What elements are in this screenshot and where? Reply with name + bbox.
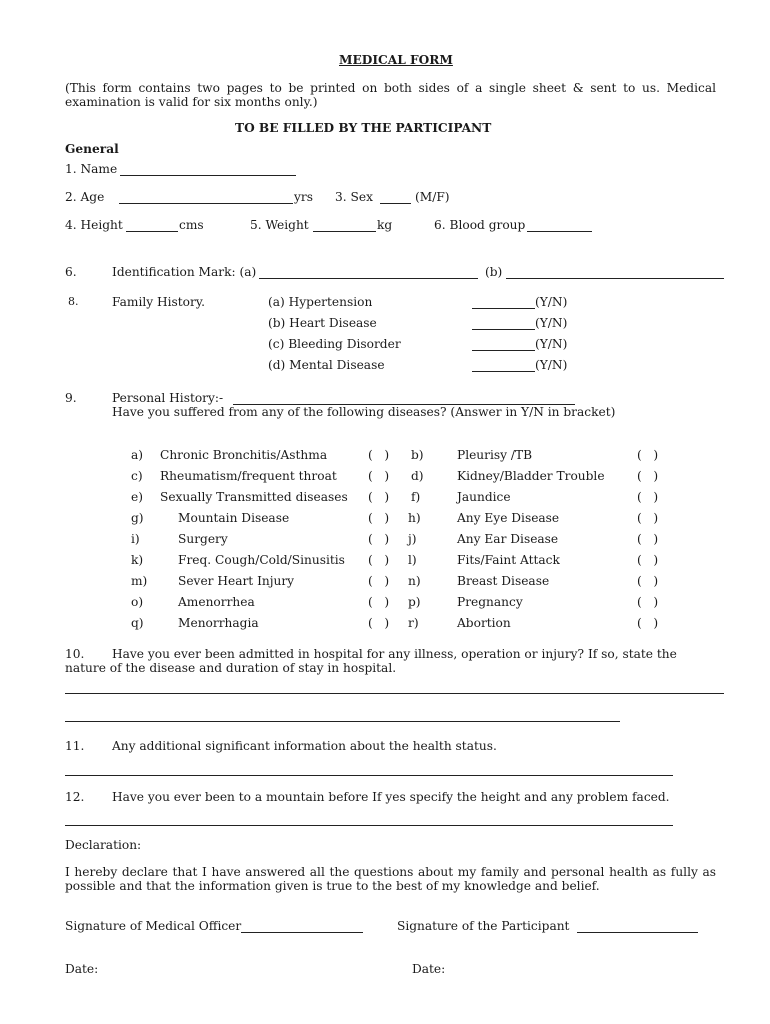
family-item-yn: (Y/N) — [535, 358, 568, 372]
disease-letter: d) — [411, 469, 424, 483]
disease-label: Any Eye Disease — [457, 511, 560, 525]
general-heading: General — [65, 142, 119, 156]
disease-letter: a) — [131, 448, 144, 462]
disease-letter: h) — [408, 511, 421, 525]
weight-field[interactable] — [313, 231, 376, 232]
disease-answer-bracket[interactable]: ( ) — [637, 616, 659, 630]
personal-history-question: Have you suffered from any of the following diseases? (Answer in Y/N in bracket) — [112, 405, 616, 419]
medical-officer-signature-field[interactable] — [241, 932, 363, 933]
disease-letter: m) — [131, 574, 148, 588]
identification-b-label: (b) — [485, 265, 503, 279]
intro-line-1: (This form contains two pages to be printed on both sides of a single sheet & sent to us. Medical — [65, 81, 716, 95]
disease-label: Pleurisy /TB — [457, 448, 533, 462]
disease-label: Mountain Disease — [178, 511, 290, 525]
family-item-field[interactable] — [472, 308, 535, 309]
family-item-field[interactable] — [472, 350, 535, 351]
declaration-heading: Declaration: — [65, 838, 142, 852]
identification-label: Identification Mark: (a) — [112, 265, 257, 279]
name-label: 1. Name — [65, 162, 118, 176]
disease-answer-bracket[interactable]: ( ) — [637, 595, 659, 609]
disease-answer-bracket[interactable]: ( ) — [637, 469, 659, 483]
disease-label: Amenorrhea — [178, 595, 255, 609]
sex-field[interactable] — [380, 203, 411, 204]
name-field[interactable] — [120, 175, 296, 176]
question-12-number: 12. — [65, 790, 85, 804]
intro-line-2: examination is valid for six months only.) — [65, 95, 318, 109]
disease-answer-bracket[interactable]: ( ) — [368, 511, 390, 525]
disease-label: Any Ear Disease — [457, 532, 559, 546]
participant-signature-label: Signature of the Participant — [397, 919, 570, 933]
disease-letter: g) — [131, 511, 144, 525]
disease-answer-bracket[interactable]: ( ) — [637, 490, 659, 504]
question-10-line-2: nature of the disease and duration of stay in hospital. — [65, 661, 397, 675]
disease-letter: k) — [131, 553, 144, 567]
personal-history-number: 9. — [65, 391, 77, 405]
family-item-yn: (Y/N) — [535, 295, 568, 309]
disease-label: Surgery — [178, 532, 228, 546]
personal-history-label: Personal History:- — [112, 391, 224, 405]
declaration-line-2: possible and that the information given is true to the best of my knowledge and belief. — [65, 879, 600, 893]
disease-answer-bracket[interactable]: ( ) — [637, 532, 659, 546]
disease-letter: b) — [411, 448, 424, 462]
disease-letter: p) — [408, 595, 421, 609]
disease-answer-bracket[interactable]: ( ) — [637, 448, 659, 462]
age-unit: yrs — [294, 190, 313, 204]
disease-answer-bracket[interactable]: ( ) — [637, 511, 659, 525]
page-title: MEDICAL FORM — [339, 53, 453, 67]
section-subtitle: TO BE FILLED BY THE PARTICIPANT — [235, 121, 492, 135]
height-field[interactable] — [126, 231, 178, 232]
blood-group-label: 6. Blood group — [434, 218, 526, 232]
question-11-text: Any additional significant information about the health status. — [112, 739, 497, 753]
disease-answer-bracket[interactable]: ( ) — [368, 616, 390, 630]
disease-answer-bracket[interactable]: ( ) — [368, 574, 390, 588]
medical-officer-signature-label: Signature of Medical Officer — [65, 919, 242, 933]
sex-options: (M/F) — [415, 190, 450, 204]
family-item-label: (c) Bleeding Disorder — [268, 337, 401, 351]
disease-label: Pregnancy — [457, 595, 523, 609]
disease-label: Sexually Transmitted diseases — [160, 490, 348, 504]
question-11-number: 11. — [65, 739, 85, 753]
disease-letter: i) — [131, 532, 140, 546]
identification-a-field[interactable] — [259, 278, 478, 279]
disease-label: Fits/Faint Attack — [457, 553, 560, 567]
height-unit: cms — [179, 218, 204, 232]
family-item-field[interactable] — [472, 371, 535, 372]
disease-letter: n) — [408, 574, 421, 588]
disease-label: Abortion — [457, 616, 511, 630]
medical-officer-date-label: Date: — [65, 962, 99, 976]
disease-letter: j) — [408, 532, 417, 546]
disease-label: Freq. Cough/Cold/Sinusitis — [178, 553, 345, 567]
family-item-label: (a) Hypertension — [268, 295, 373, 309]
identification-number: 6. — [65, 265, 77, 279]
disease-answer-bracket[interactable]: ( ) — [368, 553, 390, 567]
disease-label: Sever Heart Injury — [178, 574, 295, 588]
family-item-label: (d) Mental Disease — [268, 358, 385, 372]
disease-label: Kidney/Bladder Trouble — [457, 469, 605, 483]
disease-letter: r) — [408, 616, 419, 630]
disease-letter: q) — [131, 616, 144, 630]
disease-letter: l) — [408, 553, 417, 567]
blood-group-field[interactable] — [527, 231, 592, 232]
family-history-number: 8. — [68, 295, 79, 308]
question-10-line-1: Have you ever been admitted in hospital for any illness, operation or injury? If so, state the — [112, 647, 677, 661]
participant-date-label: Date: — [412, 962, 446, 976]
age-field[interactable] — [119, 203, 293, 204]
participant-signature-field[interactable] — [577, 932, 698, 933]
disease-answer-bracket[interactable]: ( ) — [368, 448, 390, 462]
family-history-label: Family History. — [112, 295, 205, 309]
disease-label: Jaundice — [457, 490, 511, 504]
disease-letter: e) — [131, 490, 143, 504]
weight-unit: kg — [377, 218, 393, 232]
family-item-yn: (Y/N) — [535, 316, 568, 330]
question-11-answer-line[interactable] — [65, 775, 673, 776]
question-12-text: Have you ever been to a mountain before If yes specify the height and any problem faced. — [112, 790, 670, 804]
question-10-answer-line[interactable] — [65, 721, 620, 722]
disease-label: Rheumatism/frequent throat — [160, 469, 337, 483]
declaration-line-1: I hereby declare that I have answered all the questions about my family and personal health as fully as — [65, 865, 716, 879]
disease-answer-bracket[interactable]: ( ) — [368, 469, 390, 483]
disease-label: Breast Disease — [457, 574, 550, 588]
disease-letter: f) — [411, 490, 421, 504]
disease-answer-bracket[interactable]: ( ) — [637, 574, 659, 588]
sex-label: 3. Sex — [335, 190, 373, 204]
family-item-yn: (Y/N) — [535, 337, 568, 351]
disease-letter: c) — [131, 469, 143, 483]
family-item-field[interactable] — [472, 329, 535, 330]
question-10-number: 10. — [65, 647, 85, 661]
disease-answer-bracket[interactable]: ( ) — [368, 490, 390, 504]
disease-label: Menorrhagia — [178, 616, 259, 630]
identification-b-field[interactable] — [506, 278, 724, 279]
family-item-label: (b) Heart Disease — [268, 316, 377, 330]
disease-answer-bracket[interactable]: ( ) — [368, 595, 390, 609]
question-10-answer-line[interactable] — [65, 693, 724, 694]
height-label: 4. Height — [65, 218, 123, 232]
question-12-answer-line[interactable] — [65, 825, 673, 826]
disease-label: Chronic Bronchitis/Asthma — [160, 448, 328, 462]
weight-label: 5. Weight — [250, 218, 309, 232]
disease-answer-bracket[interactable]: ( ) — [637, 553, 659, 567]
age-label: 2. Age — [65, 190, 105, 204]
disease-letter: o) — [131, 595, 144, 609]
disease-answer-bracket[interactable]: ( ) — [368, 532, 390, 546]
